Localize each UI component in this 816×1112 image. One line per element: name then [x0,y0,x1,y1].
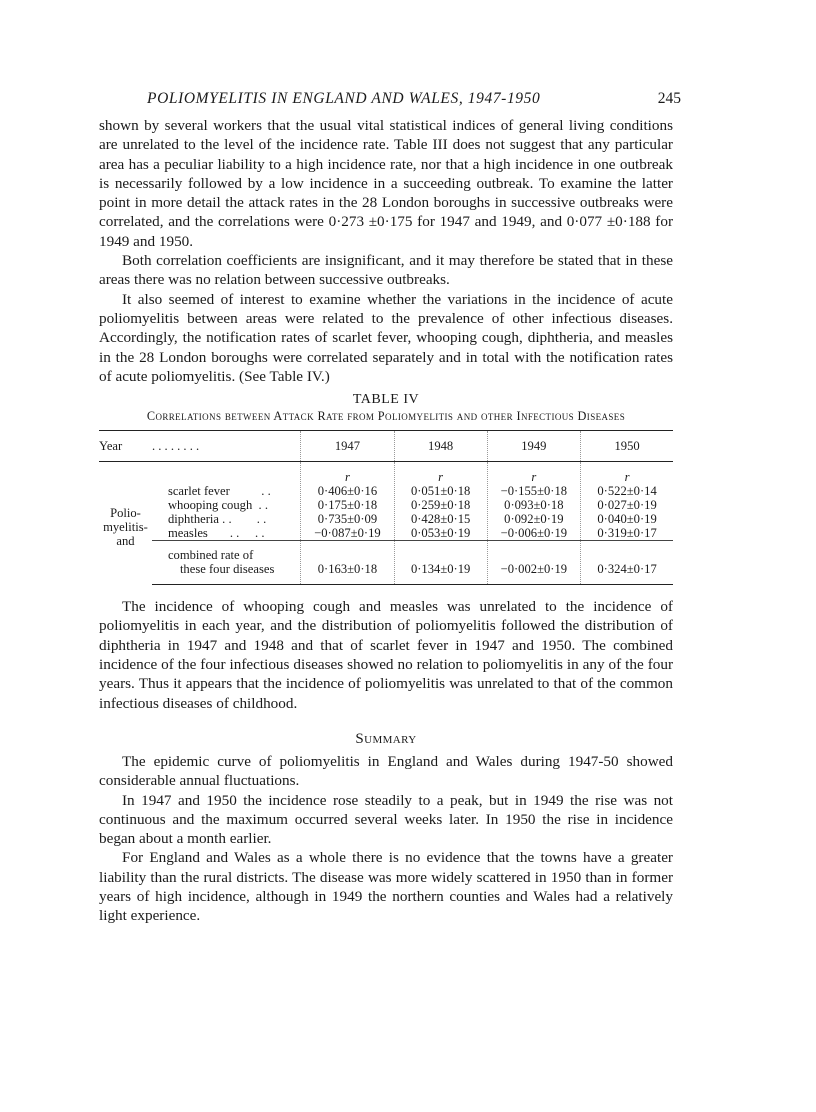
table-caption: Correlations between Attack Rate from Poliomyelitis and other Infectious Diseases [146,409,626,424]
disease-diphtheria: diphtheria . . . . [167,512,267,527]
header-1947: 1947 [301,431,395,462]
disease-scarlet-fever: scarlet fever . . [167,484,271,499]
value-cell: −0·006±0·19 [500,526,568,541]
page [99,88,681,926]
value-cell: 0·428±0·15 [410,512,471,527]
table-body-row [99,462,673,541]
row-group-label-line: and [116,534,135,549]
running-head-title: POLIOMYELITIS IN ENGLAND AND WALES, 1947-1950 [147,90,541,107]
value-cell: 0·406±0·16 [317,484,378,499]
value-cell: 0·092±0·19 [504,512,564,527]
summary-paragraph: In 1947 and 1950 the incidence rose steadily to a peak, but in 1949 the rise was not continuous and the maximum occurred several weeks later. In 1950 the rise in incidence began about a month earlier. [99,791,673,848]
col-1948-values [394,462,487,541]
combined-row [99,541,673,585]
summary-heading: Summary [355,730,417,747]
value-cell: 0·259±0·18 [410,498,471,513]
header-1950: 1950 [581,431,673,462]
value-cell: 0·319±0·17 [597,526,657,541]
combined-label [152,541,301,585]
running-head [99,88,681,116]
value-cell: 0·051±0·18 [410,484,471,499]
value-cell: 0·735±0·09 [317,512,378,527]
value-cell: 0·093±0·18 [504,498,564,513]
value-cell: −0·155±0·18 [500,484,568,499]
col-1947-values [301,462,395,541]
header-year: Year [99,431,152,462]
paragraph-results: The incidence of whooping cough and measles was unrelated to the incidence of poliomyelitis in each year, and the distribution of poliomyelitis followed the distribution of diphtheria in 1947 and 1948 and that of scarlet fever in 1947 and 1950. The combined incidence of the four infectious diseases showed no relation to poliomyelitis in any of the four years. Thus it appears that the incidence of poliomyelitis was unrelated to that of the common infectious diseases of childhood. [99,598,673,712]
r-label: r [624,470,630,485]
header-1948: 1948 [394,431,487,462]
value-cell: 0·027±0·19 [597,498,657,513]
combined-1948: 0·134±0·19 [394,541,487,585]
disease-names [152,462,301,541]
disease-whooping-cough: whooping cough . . [167,498,268,513]
header-1949: 1949 [487,431,581,462]
combined-1949: −0·002±0·19 [487,541,581,585]
col-1950-values [581,462,673,541]
page-number: 245 [657,90,681,107]
combined-label-line1: combined rate of [167,548,254,563]
r-label: r [531,470,537,485]
correlation-table [99,430,673,585]
paragraph-continued: shown by several workers that the usual vital statistical indices of general living conditions are unrelated to the level of the incidence rate. Table III does not suggest that any particular area has a peculiar liability to a high incidence rate, nor that a high incidence in one outbreak is necessarily followed by a low incidence in a succeeding outbreak. To examine the latter point in more detail the attack rates in the 28 London boroughs in successive outbreaks were correlated, and the correlations were 0·273 ±0·175 for 1947 and 1949, and 0·077 ±0·188 for 1949 and 1950. [99,117,673,250]
value-cell: −0·087±0·19 [314,526,381,541]
summary-paragraph: The epidemic curve of poliomyelitis in England and Wales during 1947-50 showed considerable annual fluctuations. [99,752,673,790]
row-group-label-line: myelitis- [103,520,148,535]
r-label: r [344,470,350,485]
header-dots: . . . . . . . . [152,431,301,462]
r-label: r [438,470,444,485]
value-cell: 0·040±0·19 [597,512,657,527]
combined-1950: 0·324±0·17 [581,541,673,585]
table-title: TABLE IV [352,392,420,408]
table-header-row [99,431,673,462]
row-group-label [99,462,152,585]
value-cell: 0·522±0·14 [597,484,657,499]
combined-label-line2: these four diseases [179,562,275,577]
paragraph-infectious-diseases: It also seemed of interest to examine whether the variations in the incidence of acute poliomyelitis between areas were related to the prevalence of other infectious diseases. Accordingly, the notification rates of scarlet fever, whooping cough, diphtheria, and measles in the 28 London boroughs were correlated separately and in total with the notification rates of acute poliomyelitis. (See Table IV.) [99,290,673,385]
combined-1947: 0·163±0·18 [301,541,395,585]
value-cell: 0·053±0·19 [410,526,471,541]
summary-paragraph: For England and Wales as a whole there is no evidence that the towns have a greater liability than the rural districts. The disease was more widely scattered in 1950 than in former years of high incidence, although in 1949 the northern counties and Wales had a relatively light experience. [99,849,673,925]
disease-measles: measles . . . . [167,526,265,541]
row-group-label-line: Polio- [110,506,141,521]
paragraph-correlation-insignificant: Both correlation coefficients are insignificant, and it may therefore be stated that in these areas there was no relation between successive outbreaks. [99,252,673,289]
value-cell: 0·175±0·18 [317,498,378,513]
col-1949-values [487,462,581,541]
